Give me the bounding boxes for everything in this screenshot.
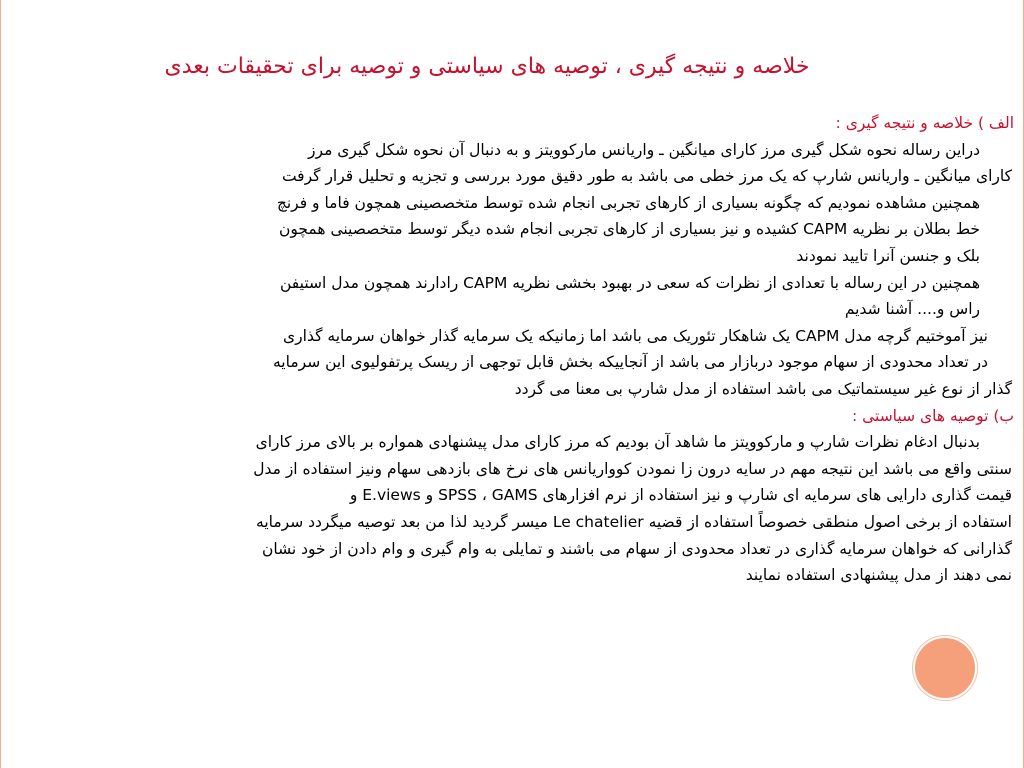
section-b-line: قیمت گذاری دارایی های سرمایه ای شارپ و نیز استفاده از نرم افزارهای SPSS ، GAMS و E.views و — [349, 486, 1012, 505]
section-b-line: نمی دهند از مدل پیشنهادی استفاده نمایند — [745, 566, 1012, 585]
section-b-line: گذارانی که خواهان سرمایه گذاری در تعداد محدودی از سهام می باشند و تمایلی به وام گیری و وام دادن از خود نشان — [261, 539, 1012, 558]
section-a-line: راس و.... آشنا شدیم — [844, 300, 980, 319]
section-a-line: دراین رساله نحوه شکل گیری مرز کارای میانگین ـ واریانس مارکوویتز و به دنبال آن نحوه شکل گیری مرز — [308, 140, 980, 159]
section-b-line: استفاده از برخی اصول منطقی خصوصاً استفاده از قضیه Le chatelier میسر گردید لذا من بعد توصیه میگردد سرمایه — [256, 512, 1012, 531]
section-b-line: سنتی واقع می باشد این نتیجه مهم در سایه درون زا نمودن کوواریانس های نرخ های بازدهی سهام ونیز استفاده از مدل — [253, 459, 1012, 478]
section-a-line: بلک و جنسن آنرا تایید نمودند — [796, 246, 980, 265]
slide-frame-left — [0, 0, 1, 768]
section-a-line: خط بطلان بر نظریه CAPM کشیده و نیز بسیاری از کارهای تجربی انجام شده دیگر توسط متخصصینی همچون — [279, 220, 980, 239]
section-b-heading: ب) توصیه های سیاستی : — [851, 406, 1014, 425]
section-a-line: گذار از نوع غیر سیستماتیک می باشد استفاده از مدل شارپ بی معنا می گردد — [514, 379, 1012, 398]
decorative-circle — [915, 638, 975, 698]
section-a-line: در تعداد محدودی از سهام موجود دربازار می باشد از آنجاییکه بخش قابل توجهی از ریسک پرتفولیوی این سرمایه — [273, 353, 988, 372]
section-a-line: همچنین مشاهده نمودیم که چگونه بسیاری از کارهای تجربی انجام شده توسط متخصصینی همچون فاما و فرنچ — [276, 193, 980, 212]
slide-body — [2, 110, 1014, 589]
section-a-line: همچنین در این رساله با تعدادی از نظرات که سعی در بهبود بخشی نظریه CAPM رادارند همچون مدل استیفن — [280, 273, 980, 292]
section-a-line: نیز آموختیم گرچه مدل CAPM یک شاهکار تئوریک می باشد اما زمانیکه یک سرمایه گذار خواهان سرمایه گذاری — [283, 326, 988, 345]
section-a-line: کارای میانگین ـ واریانس شارپ که یک مرز خطی می باشد به طور دقیق مورد بررسی و تجزیه و تحلیل قرار گرفت — [281, 167, 1012, 186]
slide-title: خلاصه و نتیجه گیری ، توصیه های سیاستی و توصیه برای تحقیقات بعدی — [164, 54, 810, 79]
section-b-line: بدنبال ادغام نظرات شارپ و مارکوویتز ما شاهد آن بودیم که مرز کارای مدل پیشنهادی همواره بر بالای مرز کارای — [255, 433, 980, 452]
section-a-heading: الف ) خلاصه و نتیجه گیری : — [835, 114, 1014, 132]
